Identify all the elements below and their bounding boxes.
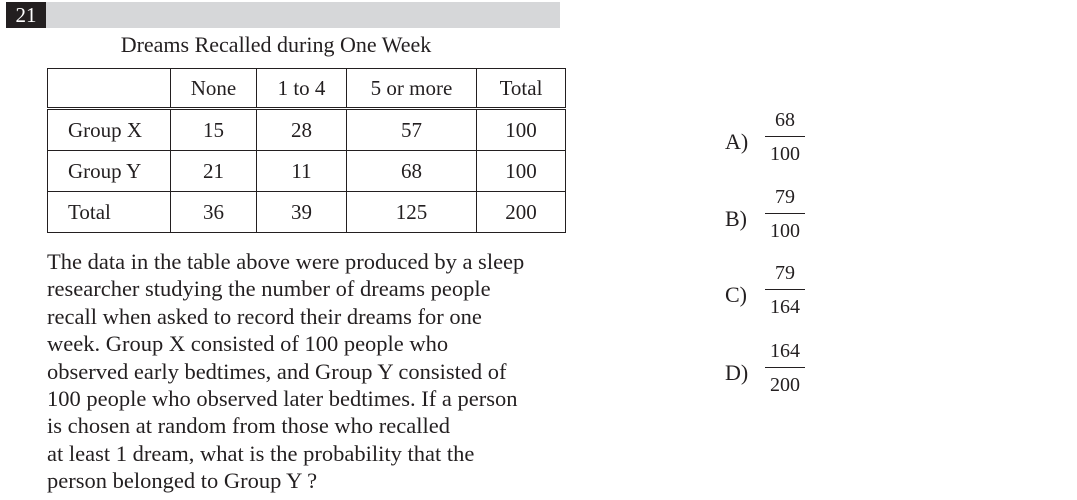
table-title: Dreams Recalled during One Week — [120, 32, 432, 57]
table-cell: 21 — [171, 151, 257, 192]
row-label: Group X — [48, 109, 171, 151]
dreams-table — [47, 68, 566, 233]
choice-letter: B) — [725, 206, 747, 231]
table-cell: 200 — [477, 192, 566, 233]
answer-choice-a[interactable] — [725, 106, 835, 178]
table-row-group-x — [48, 109, 566, 151]
question-line: The data in the table above were produced by a sleep — [47, 249, 525, 274]
table-cell: 100 — [477, 109, 566, 151]
choice-fraction — [760, 337, 810, 399]
table-row-group-y — [48, 151, 566, 192]
question-line: researcher studying the number of dreams people — [47, 276, 491, 302]
header-cell-total: Total — [477, 69, 566, 109]
fraction-numerator: 164 — [770, 340, 800, 362]
fraction-bar — [765, 367, 805, 368]
question-line: observed early bedtimes, and Group Y consisted of — [47, 358, 507, 384]
question-text — [47, 248, 567, 495]
fraction-denominator: 164 — [770, 296, 800, 318]
table-header-row — [48, 69, 566, 109]
table-cell: 39 — [257, 192, 347, 233]
choice-fraction — [760, 259, 810, 321]
row-label: Group Y — [48, 151, 171, 192]
fraction-denominator: 200 — [770, 374, 800, 396]
table-cell: 36 — [171, 192, 257, 233]
table-cell: 57 — [347, 109, 477, 151]
question-line: 100 people who observed later bedtimes. If a person — [47, 386, 518, 412]
table-cell: 100 — [477, 151, 566, 192]
fraction-bar — [765, 213, 805, 214]
question-line: at least 1 dream, what is the probability that the — [47, 440, 475, 466]
table-cell: 28 — [257, 109, 347, 151]
table-cell: 68 — [347, 151, 477, 192]
fraction-bar — [765, 289, 805, 290]
choice-fraction — [760, 106, 810, 168]
fraction-bar — [765, 136, 805, 137]
row-label: Total — [48, 192, 171, 233]
table-cell: 125 — [347, 192, 477, 233]
question-line: week. Group X consisted of 100 people who — [47, 331, 449, 357]
choice-letter: C) — [725, 282, 747, 307]
choice-letter: D) — [725, 360, 749, 385]
answer-choice-d[interactable] — [725, 337, 835, 409]
header-cell-5-or-more: 5 or more — [347, 69, 477, 109]
table-cell: 15 — [171, 109, 257, 151]
question-number: 21 — [6, 2, 46, 28]
fraction-numerator: 79 — [775, 262, 795, 284]
answer-choice-c[interactable] — [725, 259, 835, 331]
fraction-denominator: 100 — [770, 220, 800, 242]
answer-choice-b[interactable] — [725, 183, 835, 255]
question-line: recall when asked to record their dreams for one — [47, 303, 482, 329]
question-line: person belonged to Group Y ? — [47, 468, 318, 494]
choice-letter: A) — [725, 129, 749, 154]
fraction-numerator: 79 — [775, 186, 795, 208]
fraction-numerator: 68 — [775, 109, 795, 131]
table-row-total — [48, 192, 566, 233]
header-cell-empty — [48, 69, 171, 109]
table-cell: 11 — [257, 151, 347, 192]
question-line: is chosen at random from those who recalled — [47, 413, 451, 439]
question-header-bar — [6, 2, 560, 28]
fraction-denominator: 100 — [770, 143, 800, 165]
header-cell-none: None — [171, 69, 257, 109]
choice-fraction — [760, 183, 810, 245]
header-cell-1-to-4: 1 to 4 — [257, 69, 347, 109]
